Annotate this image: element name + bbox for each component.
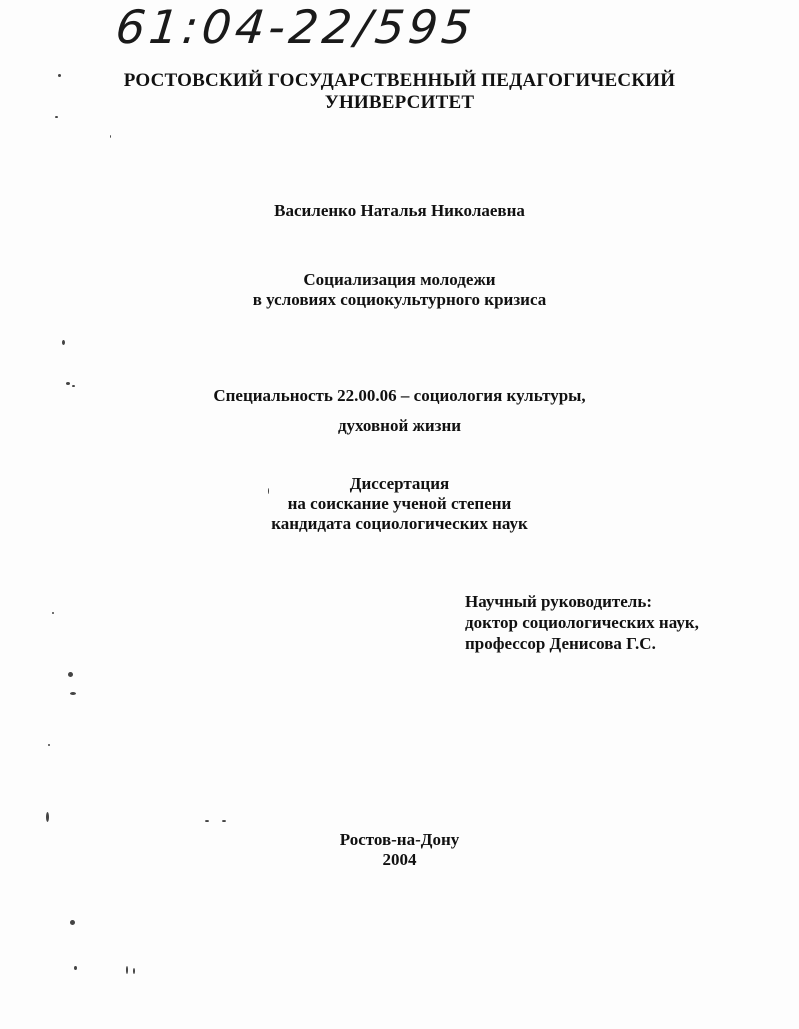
specialty-line1: Специальность 22.00.06 – социология культуры, [213,386,586,405]
scan-speck [222,820,226,822]
city: Ростов-на-Дону [339,830,460,849]
scan-speck [72,385,75,387]
scan-speck [58,74,61,77]
scan-speck [66,382,70,385]
year: 2004 [382,850,417,869]
thesis-title-line2: в условиях социокультурного кризиса [252,290,547,309]
scan-speck [52,612,54,614]
scan-speck [70,692,76,695]
handwritten-catalog-number: 61:04-22/595 [113,0,478,54]
advisor-label: Научный руководитель: [465,592,652,611]
scan-speck [48,744,50,746]
author-name: Василенко Наталья Николаевна [274,201,525,220]
degree-field-line: кандидата социологических наук [271,514,528,533]
university-name-line2: УНИВЕРСИТЕТ [324,92,475,113]
scan-speck [133,968,135,974]
scan-speck [46,812,49,822]
specialty-line2: духовной жизни [337,416,462,435]
scan-speck [268,488,269,494]
degree-line: на соискание ученой степени [287,494,512,513]
advisor-name: профессор Денисова Г.С. [465,634,656,653]
scan-speck [70,920,75,925]
advisor-degree: доктор социологических наук, [465,613,699,632]
university-name-line1: РОСТОВСКИЙ ГОСУДАРСТВЕННЫЙ ПЕДАГОГИЧЕСКИЙ [123,70,676,91]
scan-speck [74,966,77,970]
scan-speck [62,340,65,345]
scan-speck [110,135,111,138]
dissertation-label: Диссертация [349,474,450,493]
scan-speck [55,116,58,118]
scan-speck [205,820,209,822]
thesis-title-line1: Социализация молодежи [303,270,496,289]
scan-speck [126,966,128,974]
scan-speck [68,672,73,677]
